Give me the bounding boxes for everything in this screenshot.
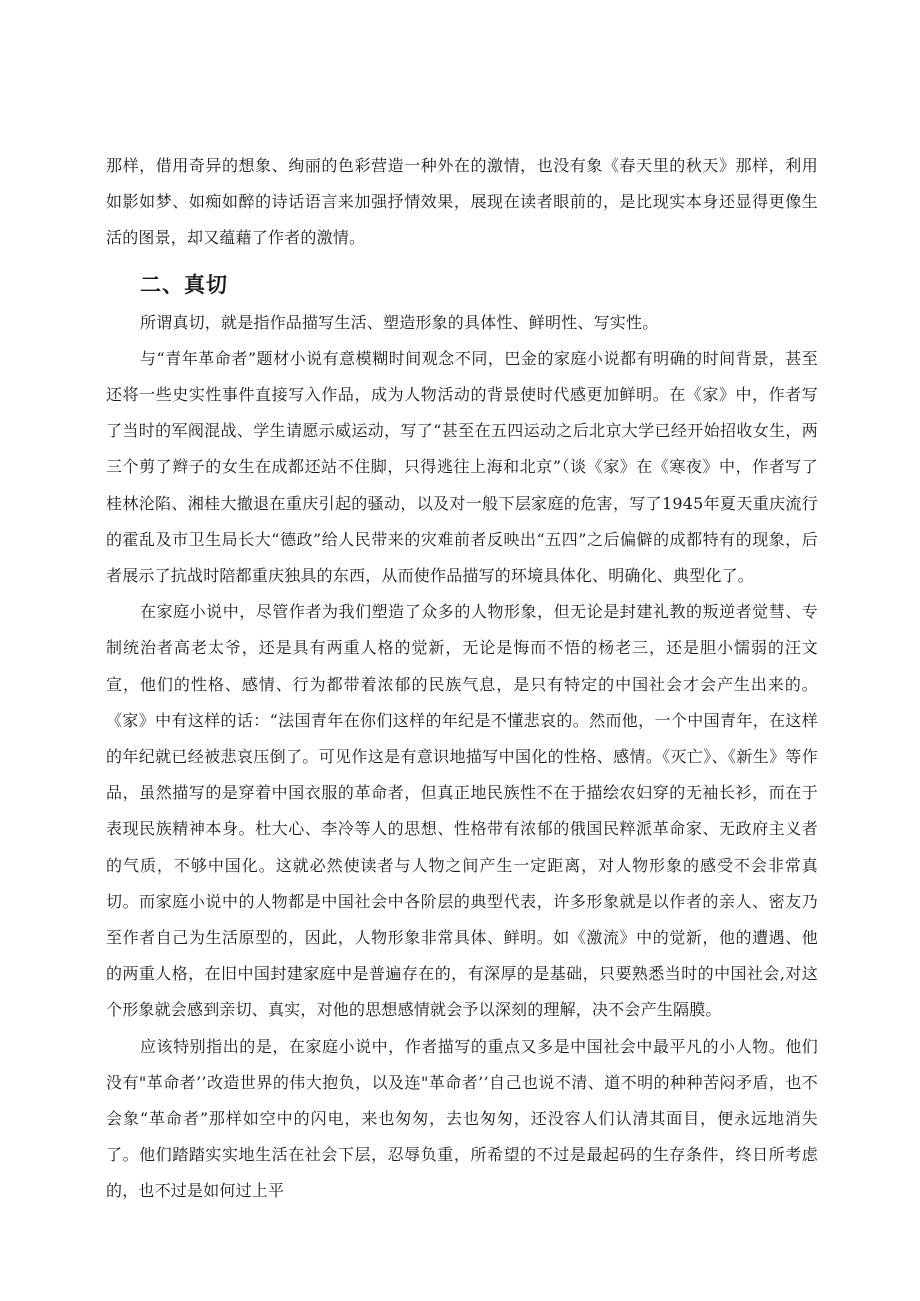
body-paragraph: 应该特别指出的是，在家庭小说中，作者描写的重点又多是中国社会中最平凡的小人物。他们没有"革命者’’改造世界的伟大抱负，以及连"革命者’’自己也说不清、道不明的种种苦闷矛盾，也不会象“革命者”那样如空中的闪电，来也匆匆，去也匆匆，还没容人们认清其面目，便永远地消失了。他们踏踏实实地生活在社会下层，忍辱负重，所希望的不过是最起码的生存条件，终日所考虑的，也不过是如何过上平	[106, 1036, 818, 1201]
section-heading: 二、真切	[140, 272, 228, 297]
body-paragraph: 在家庭小说中，尽管作者为我们塑造了众多的人物形象，但无论是封建礼教的叛逆者觉彗、专制统治者高老太爷，还是具有两重人格的觉新，无论是悔而不悟的杨老三，还是胆小懦弱的汪文宣，他们的性格、感情、行为都带着浓郁的民族气息，是只有特定的中国社会才会产生出来的。《家》中有这样的话：“法国青年在你们这样的年纪是不懂悲哀的。然而他，一个中国青年，在这样的年纪就已经被悲哀压倒了。可见作这是有意识地描写中国化的性格、感情。《灭亡》、《新生》等作品，虽然描写的是穿着中国衣服的革命者，但真正地民族性不在于描绘农妇穿的无袖长衫，而在于表现民族精神本身。杜大心、李冷等人的思想、性格带有浓郁的俄国民粹派革命家、无政府主义者的气质，不够中国化。这就必然使读者与人物之间产生一定距离，对人物形象的感受不会非常真切。而家庭小说中的人物都是中国社会中各阶层的典型代表，许多形象就是以作者的亲人、密友乃至作者自己为生活原型的，因此，人物形象非常具体、鲜明。如《激流》中的觉新，他的遭遇、他的两重人格，在旧中国封建家庭中是普遍存在的，有深厚的是基础，只要熟悉当时的中国社会,对这个形象就会感到亲切、真实，对他的思想感情就会予以深刻的理解，决不会产生隔膜。	[106, 602, 818, 1020]
body-paragraph: 所谓真切，就是指作品描写生活、塑造形象的具体性、鲜明性、写实性。	[140, 312, 659, 332]
body-paragraph: 与“青年革命者”题材小说有意模糊时间观念不同，巴金的家庭小说都有明确的时间背景，甚至还将一些史实性事件直接写入作品，成为人物活动的背景使时代感更加鲜明。在《家》中，作者写了当时的军阀混战、学生请愿示威运动，写了“甚至在五四运动之后北京大学已经开始招收女生，两三个剪了辫子的女生在成都还站不住脚，只得逃往上海和北京”（谈《家》在《寒夜》中，作者写了桂林沦陷、湘桂大撤退在重庆引起的骚动，以及对一般下层家庭的危害，写了1945年夏天重庆流行的霍乱及市卫生局长大“德政”给人民带来的灾难前者反映出“五四”之后偏僻的成都特有的现象，后者展示了抗战时陪都重庆独具的东西，从而使作品描写的环境具体化、明确化、典型化了。	[106, 348, 818, 586]
body-paragraph-continued: 那样，借用奇异的想象、绚丽的色彩营造一种外在的激情，也没有象《春天里的秋天》那样，利用如影如梦、如痴如醉的诗话语言来加强抒情效果，展现在读者眼前的，是比现实本身还显得更像生活的图景，却又蕴藉了作者的激情。	[106, 156, 818, 248]
document-page	[106, 148, 818, 1210]
